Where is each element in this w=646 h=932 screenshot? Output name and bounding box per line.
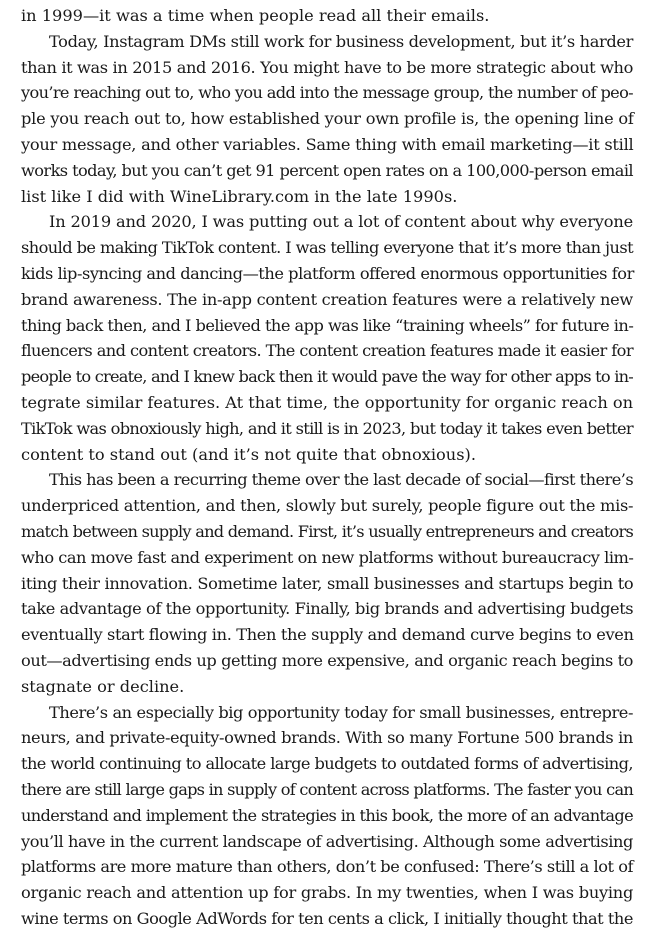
text-line: in 1999—it was a time when people read all their emails. <box>21 6 490 25</box>
text-line: there are still large gaps in supply of content across platforms. The faster you can <box>21 779 633 799</box>
text-line: content to stand out (and it’s not quite that obnoxious). <box>21 444 476 464</box>
text-line: TikTok was obnoxiously high, and it still is in 2023, but today it takes even better <box>21 418 633 438</box>
text-line: eventually start flowing in. Then the supply and demand curve begins to even <box>21 625 634 645</box>
text-line: take advantage of the opportunity. Finally, big brands and advertising budgets <box>21 599 634 619</box>
text-line: underpriced attention, and then, slowly but surely, people figure out the mis- <box>21 496 634 516</box>
text-line: than it was in 2015 and 2016. You might have to be more strategic about who <box>21 57 633 77</box>
text-line: should be making TikTok content. I was telling everyone that it’s more than just <box>21 238 633 258</box>
text-line: your message, and other variables. Same thing with email marketing—it still <box>21 134 634 154</box>
text-line: neurs, and private-equity-owned brands. With so many Fortune 500 brands in <box>21 728 633 748</box>
paragraph <box>21 29 633 210</box>
text-line: understand and implement the strategies in this book, the more of an advantage <box>21 805 633 825</box>
text-line: who can move fast and experiment on new platforms without bureaucracy lim- <box>21 547 634 567</box>
text-line: platforms are more mature than others, don’t be confused: There’s still a lot of <box>21 857 634 877</box>
text-line: list like I did with WineLibrary.com in the late 1990s. <box>21 186 458 206</box>
text-line: ple you reach out to, how established your own profile is, the opening line of <box>21 109 634 129</box>
text-line: organic reach and attention up for grabs. In my twenties, when I was buying <box>21 883 634 903</box>
text-line: iting their innovation. Sometime later, small businesses and startups begin to <box>21 573 634 593</box>
paragraph <box>21 467 633 699</box>
text-line: people to create, and I knew back then it would pave the way for other apps to in- <box>21 367 633 387</box>
text-line: stagnate or decline. <box>21 676 185 696</box>
text-line: works today, but you can’t get 91 percent open rates on a 100,000-person email <box>21 160 633 180</box>
text-line: wine terms on Google AdWords for ten cents a click, I initially thought that the <box>21 908 633 928</box>
text-line: brand awareness. The in-app content creation features were a relatively new <box>21 289 633 309</box>
text-line: tegrate similar features. At that time, the opportunity for organic reach on <box>21 392 633 412</box>
text-line: In 2019 and 2020, I was putting out a lot of content about why everyone <box>49 212 633 232</box>
text-line: you’ll have in the current landscape of advertising. Although some advertising <box>21 831 633 851</box>
paragraph <box>21 3 633 29</box>
text-line: out—advertising ends up getting more expensive, and organic reach begins to <box>21 650 633 670</box>
text-line: fluencers and content creators. The content creation features made it easier for <box>21 341 633 361</box>
text-line: kids lip-syncing and dancing—the platform offered enormous opportunities for <box>21 263 634 283</box>
text-line: match between supply and demand. First, it’s usually entrepreneurs and creators <box>21 521 633 541</box>
text-line: the world continuing to allocate large budgets to outdated forms of advertising, <box>21 754 633 774</box>
paragraph <box>21 700 633 932</box>
text-line: you’re reaching out to, who you add into the message group, the number of peo- <box>21 83 633 103</box>
paragraph <box>21 209 633 467</box>
text-line: This has been a recurring theme over the last decade of social—first there’s <box>49 470 634 490</box>
text-line: thing back then, and I believed the app was like “training wheels” for future in- <box>21 315 634 335</box>
text-line: Today, Instagram DMs still work for business development, but it’s harder <box>49 31 633 51</box>
text-line: There’s an especially big opportunity today for small businesses, entrepre- <box>49 702 633 722</box>
book-page-text <box>21 3 633 932</box>
